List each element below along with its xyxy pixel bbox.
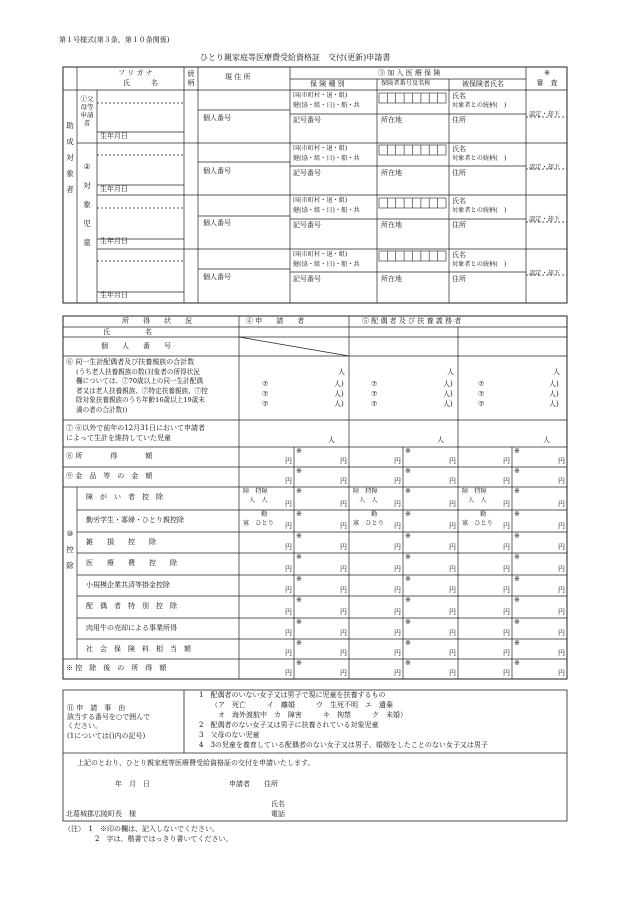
note-mark: ※: [296, 553, 302, 561]
widow-single-mark: 寡 ひとり: [353, 520, 384, 527]
ins-location: 所在地: [381, 116, 402, 124]
yen-unit: 円: [503, 543, 510, 551]
yen-unit: 円: [449, 457, 456, 465]
yen-unit: 円: [503, 608, 510, 616]
applicant-tel[interactable]: 電話: [271, 810, 285, 818]
yen-unit: 円: [394, 608, 401, 616]
yen-unit: 円: [285, 669, 292, 677]
note-mark: ※: [405, 510, 411, 518]
note-mark: ※: [296, 532, 302, 540]
yen-unit: 円: [340, 586, 347, 594]
note-2: 2 字は、楷書ではっきり書いてください。: [95, 835, 233, 843]
yen-unit: 円: [394, 565, 401, 573]
yen-unit: 円: [340, 457, 347, 465]
reason-label: ⑪ 申 請 事 由 該当する番号を○で囲んで ください。 (1については()内の記号): [67, 704, 151, 740]
yen-unit: 円: [503, 586, 510, 594]
ins-location: 所在地: [381, 169, 402, 177]
ins-person-relation: 対象者との続柄( ): [452, 261, 507, 268]
yen-unit: 円: [558, 543, 565, 551]
ins-symbol-number: 記号番号: [293, 169, 321, 177]
yen-unit: 円: [340, 649, 347, 657]
note-mark: ※: [405, 532, 411, 540]
work-student-mark: 勤: [371, 511, 378, 518]
yen-unit: 円: [285, 500, 292, 508]
yen-unit: 円: [558, 669, 565, 677]
mynumber-label: 個人番号: [203, 273, 231, 281]
yen-unit: 円: [285, 522, 292, 530]
work-student-mark: 勤: [261, 511, 268, 518]
deduction-item-8: 社 会 保 険 料 相 当 額: [86, 645, 191, 653]
note-mark: ※: [405, 575, 411, 583]
dependents-count-unit: 人): [549, 400, 559, 408]
ins-person-name: 氏名: [452, 251, 466, 259]
ins-person-address: 住所: [452, 275, 466, 283]
disability-type: 障 特障: [243, 488, 268, 495]
reason-1b[interactable]: オ 海外渡航中 カ 障害 キ 拘禁 ク 未婚）: [211, 711, 407, 719]
note-mark: ※: [296, 510, 302, 518]
dependents-mark: ⑦: [478, 390, 485, 398]
reason-3[interactable]: 3 父母のない児童: [199, 731, 260, 739]
deduction-item-5: 小規模企業共済等掛金控除: [86, 581, 170, 589]
yen-unit: 円: [503, 477, 510, 485]
ins-person-name: 氏名: [452, 92, 466, 100]
form-number: 第１号様式(第３条、第１０条関係): [59, 36, 170, 44]
deduction-label: ⑩ 控 除: [66, 529, 74, 570]
yen-unit: 円: [558, 457, 565, 465]
ins-person-relation: 対象者との続柄( ): [452, 207, 507, 214]
yen-unit: 円: [394, 543, 401, 551]
dependents-mark: ⑦: [371, 390, 378, 398]
dependents-count-unit: 人): [549, 390, 559, 398]
yen-unit: 円: [394, 649, 401, 657]
dependents-mark: ⑦: [371, 400, 378, 408]
yen-unit: 円: [394, 586, 401, 594]
note-mark: ※: [405, 467, 411, 475]
disability-type: 障 特障: [353, 488, 378, 495]
ins-person-name: 氏名: [452, 145, 466, 153]
yen-unit: 円: [340, 565, 347, 573]
approve-reject[interactable]: 認定・却下: [529, 216, 560, 223]
ins-person-relation: 対象者との続柄( ): [452, 102, 507, 109]
declaration-date[interactable]: 年 月 日: [115, 780, 150, 788]
dependents-mark: ⑦: [262, 380, 269, 388]
yen-unit: 円: [503, 500, 510, 508]
reason-4[interactable]: 4 3の児童を養育している配偶者のない女子又は男子、婚姻をしたことのない女子又は男子: [199, 741, 488, 749]
deduction-item-6: 配 偶 者 特 別 控 除: [86, 602, 177, 610]
yen-unit: 円: [558, 629, 565, 637]
note-mark: ※: [296, 487, 302, 495]
income-mynumber-label: 個 人 番 号: [101, 342, 171, 350]
dependents-count-unit: 人): [443, 400, 453, 408]
approve-reject[interactable]: 認定・却下: [529, 111, 560, 118]
dependents-mark: ⑦: [371, 380, 378, 388]
note-mark: ※: [405, 447, 411, 455]
applicant-address[interactable]: 申請者 住所: [229, 780, 278, 788]
header-relationship: 続 柄: [187, 70, 195, 87]
work-student-mark: 勤: [480, 511, 487, 518]
after-deduction-label: ※ 控 除 後 の 所 得 額: [66, 664, 167, 672]
ins-kind-2[interactable]: 健(協・組・日)・船・共: [293, 207, 360, 214]
header-ins-number: 保険者番号及名称: [381, 80, 431, 87]
ins-kind-1[interactable]: 国(市町村・退・組): [293, 197, 348, 204]
yen-unit: 円: [449, 543, 456, 551]
note-1: （注） 1 ※印の欄は、記入しないでください。: [64, 825, 219, 833]
yen-unit: 円: [558, 649, 565, 657]
yen-unit: 円: [449, 500, 456, 508]
ins-symbol-number: 記号番号: [293, 275, 321, 283]
yen-unit: 円: [394, 522, 401, 530]
ins-kind-2[interactable]: 健(協・組・日)・船・共: [293, 102, 360, 109]
note-mark: ※: [296, 447, 302, 455]
dependents-count-unit: 人): [549, 380, 559, 388]
ins-kind-1[interactable]: 国(市町村・退・組): [293, 92, 348, 99]
dependents-mark: ⑦: [478, 380, 485, 388]
item7-unit: 人: [543, 436, 550, 444]
note-mark: ※: [514, 510, 520, 518]
widow-single-mark: 寡 ひとり: [243, 520, 274, 527]
yen-unit: 円: [394, 457, 401, 465]
note-mark: ※: [514, 447, 520, 455]
deduction-item-3: 雑 損 控 除: [86, 538, 156, 546]
reason-1a[interactable]: （ア 死亡 イ 離婚 ウ 生死不明 エ 遺棄: [211, 701, 393, 709]
disability-count: 人 人: [359, 497, 378, 504]
note-mark: ※: [514, 659, 520, 667]
yen-unit: 円: [285, 457, 292, 465]
mynumber-label: 個人番号: [203, 167, 231, 175]
yen-unit: 円: [394, 477, 401, 485]
yen-unit: 円: [285, 629, 292, 637]
yen-unit: 円: [449, 565, 456, 573]
yen-unit: 円: [449, 649, 456, 657]
yen-unit: 円: [558, 477, 565, 485]
yen-unit: 円: [558, 522, 565, 530]
approve-reject[interactable]: 認定・却下: [529, 270, 560, 277]
disability-count: 人 人: [249, 497, 268, 504]
deduction-item-1: 障 が い 者 控 除: [86, 493, 163, 501]
approve-reject[interactable]: 認定・却下: [529, 164, 560, 171]
header-insurance: ③ 加 入 医 療 保 険: [378, 69, 441, 77]
item7-unit: 人: [437, 436, 444, 444]
yen-unit: 円: [449, 629, 456, 637]
yen-unit: 円: [558, 586, 565, 594]
yen-unit: 円: [503, 565, 510, 573]
reason-1[interactable]: 1 配偶者のいない女子又は男子で現に児童を扶養するもの: [199, 691, 386, 699]
yen-unit: 円: [340, 669, 347, 677]
header-review: ※ 審 査: [536, 69, 558, 87]
ins-person-address: 住所: [452, 116, 466, 124]
mynumber-label: 個人番号: [203, 219, 231, 227]
dependents-total-unit: 人: [553, 368, 560, 376]
addressee: 北葛城郡広陵町長 様: [66, 810, 136, 818]
note-mark: ※: [296, 596, 302, 604]
note-mark: ※: [514, 532, 520, 540]
yen-unit: 円: [449, 608, 456, 616]
applicant-column: ④ 申 請 者: [246, 317, 305, 325]
disability-count: 人 人: [468, 497, 487, 504]
header-ins-type: 保 険 種 別: [310, 80, 345, 88]
ins-kind-1[interactable]: 国(市町村・退・組): [293, 251, 348, 258]
note-mark: ※: [514, 639, 520, 647]
note-mark: ※: [514, 487, 520, 495]
dependents-title: ⑥ 同一生計配偶者及び扶養親族の合計数: [66, 358, 195, 366]
item8-label: ⑧ 所 得 額: [66, 452, 153, 460]
birth-date-label: 生年月日: [100, 185, 128, 193]
spouse-column: ⑤ 配 偶 者 及 び 扶 養 義 務 者: [362, 317, 462, 325]
note-mark: ※: [296, 659, 302, 667]
yen-unit: 円: [558, 565, 565, 573]
yen-unit: 円: [285, 565, 292, 573]
yen-unit: 円: [503, 629, 510, 637]
yen-unit: 円: [503, 669, 510, 677]
yen-unit: 円: [285, 649, 292, 657]
ins-location: 所在地: [381, 275, 402, 283]
ins-kind-2[interactable]: 健(協・組・日)・船・共: [293, 155, 360, 162]
form-title: ひとり親家庭等医療費受給資格証 交付(更新)申請書: [200, 53, 391, 62]
dependents-mark: ⑦: [478, 400, 485, 408]
dependents-count-unit: 人): [334, 390, 344, 398]
note-mark: ※: [514, 618, 520, 626]
yen-unit: 円: [449, 669, 456, 677]
note-mark: ※: [405, 487, 411, 495]
yen-unit: 円: [449, 477, 456, 485]
header-ins-person: 被保険者氏名: [462, 80, 504, 88]
note-mark: ※: [405, 618, 411, 626]
note-mark: ※: [405, 639, 411, 647]
item7-label: ⑦ ⑥以外で前年の12月31日において申請者 によって生計を維持していた児童: [66, 424, 206, 442]
ins-person-name: 氏名: [452, 197, 466, 205]
yen-unit: 円: [558, 608, 565, 616]
dependents-total-unit: 人: [338, 368, 345, 376]
ins-kind-2[interactable]: 健(協・組・日)・船・共: [293, 261, 360, 268]
dependents-total-unit: 人: [447, 368, 454, 376]
yen-unit: 円: [285, 543, 292, 551]
widow-single-mark: 寡 ひとり: [462, 520, 493, 527]
yen-unit: 円: [340, 629, 347, 637]
yen-unit: 円: [503, 522, 510, 530]
yen-unit: 円: [503, 457, 510, 465]
header-address: 現 住 所: [225, 73, 251, 81]
deduction-item-2: 勤労学生・寡婦・ひとり親控除: [86, 516, 184, 524]
dependents-count-unit: 人): [443, 380, 453, 388]
mynumber-label: 個人番号: [203, 114, 231, 122]
dependents-count-unit: 人): [334, 380, 344, 388]
ins-person-address: 住所: [452, 169, 466, 177]
ins-symbol-number: 記号番号: [293, 116, 321, 124]
yen-unit: 円: [394, 669, 401, 677]
birth-date-label: 生年月日: [100, 132, 128, 140]
dependents-desc: (うち老人扶養親族の数(対象者の所得状況 欄については、⑦70歳以上の同一生計配偶 者又は老人扶養親族、⑦特定扶養親族、⑦控 除対象扶養親族のうち年齢16歳以上19歳未 満の者の合計数)): [76, 368, 208, 414]
note-mark: ※: [514, 553, 520, 561]
ins-person-address: 住所: [452, 221, 466, 229]
children-label: ② 対 象 児 童: [83, 162, 91, 247]
income-name-label: 氏 名: [103, 328, 152, 336]
note-mark: ※: [514, 467, 520, 475]
dependents-mark: ⑦: [262, 390, 269, 398]
note-mark: ※: [296, 467, 302, 475]
yen-unit: 円: [285, 477, 292, 485]
note-mark: ※: [405, 596, 411, 604]
dependents-count-unit: 人): [443, 390, 453, 398]
yen-unit: 円: [394, 629, 401, 637]
birth-date-label: 生年月日: [100, 237, 128, 245]
yen-unit: 円: [558, 500, 565, 508]
note-mark: ※: [514, 596, 520, 604]
dependents-mark: ⑦: [262, 400, 269, 408]
applicant-label: ①父母等 申請者: [80, 95, 94, 127]
ins-kind-1[interactable]: 国(市町村・退・組): [293, 145, 348, 152]
yen-unit: 円: [503, 649, 510, 657]
note-mark: ※: [296, 618, 302, 626]
yen-unit: 円: [449, 586, 456, 594]
birth-date-label: 生年月日: [100, 291, 128, 299]
yen-unit: 円: [340, 477, 347, 485]
note-mark: ※: [405, 553, 411, 561]
ins-location: 所在地: [381, 221, 402, 229]
yen-unit: 円: [285, 608, 292, 616]
yen-unit: 円: [449, 522, 456, 530]
yen-unit: 円: [285, 586, 292, 594]
header-name: 氏 名: [123, 79, 158, 87]
yen-unit: 円: [340, 500, 347, 508]
reason-2[interactable]: 2 配偶者のない女子又は男子に扶養されている対象児童: [199, 721, 379, 729]
ins-symbol-number: 記号番号: [293, 221, 321, 229]
subsidy-target-label: 助 成 対 象 者: [66, 121, 74, 194]
declaration-text: 上記のとおり、ひとり親家庭等医療費受給資格証の交付を申請いたします。: [77, 759, 315, 767]
note-mark: ※: [514, 575, 520, 583]
deduction-item-4: 医 療 費 控 除: [86, 559, 177, 567]
note-mark: ※: [296, 575, 302, 583]
deduction-item-7: 肉用牛の売却による事業所得: [86, 624, 177, 632]
item9-label: ⑨ 金 品 等 の 金 額: [66, 472, 153, 480]
applicant-name[interactable]: 氏名: [271, 800, 285, 808]
item7-unit: 人: [328, 436, 335, 444]
disability-type: 障 特障: [462, 488, 487, 495]
yen-unit: 円: [340, 522, 347, 530]
yen-unit: 円: [340, 543, 347, 551]
header-furigana: フ リ ガ ナ: [118, 69, 153, 77]
ins-person-relation: 対象者との続柄( ): [452, 155, 507, 162]
note-mark: ※: [296, 639, 302, 647]
income-title: 所 得 状 況: [122, 317, 192, 325]
yen-unit: 円: [394, 500, 401, 508]
note-mark: ※: [405, 659, 411, 667]
yen-unit: 円: [340, 608, 347, 616]
dependents-count-unit: 人): [334, 400, 344, 408]
